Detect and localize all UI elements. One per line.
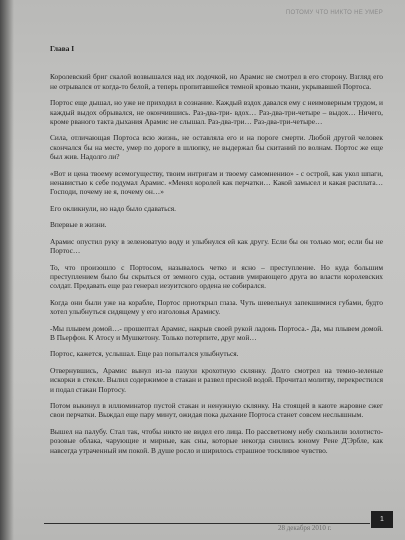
paragraph-13: Потом выкинул в иллюминатор пустой стакан и ненужную склянку. На стоящей в каюте жаровне сжег свои перчатки. Выждал еще пару минут, ожидая пока дыхание Портоса станет совсем неслышным.: [50, 400, 383, 420]
paragraph-6: Впервые в жизни.: [50, 220, 107, 230]
paragraph-9: Когда они были уже на корабле, Портос приоткрыл глаза. Чуть шевельнул запекшимися губами, будто хотел улыбнуться сидящему у его изголовья Арамису.: [50, 297, 383, 317]
paragraph-4: «Вот и цена твоему всемогуществу, твоим интригам и твоему самомнению» - с острой, как укол шпаги, ненавистью к себе подумал Арамис. «Менял королей как перчатки… Какой замысел и какая расплата… Господи, почему не я, почему он…»: [50, 168, 383, 197]
page-body: [50, 44, 383, 462]
paragraph-3: Сила, отличающая Портоса всю жизнь, не оставляла его и на пороге смерти. Любой другой человек скончался бы на месте, умер по дороге в шлюпку, не выдержал бы скитаний по волнам. Портос же еще был жив. Надолго ли?: [50, 133, 383, 162]
paragraph-7: Арамис опустил руку в зеленоватую воду и улыбнулся ей как другу. Если бы он только мог, если бы не Портос…: [50, 236, 383, 256]
chapter-title: Глава I: [50, 44, 75, 53]
page-number: 1: [371, 511, 393, 528]
paragraph-14: Вышел на палубу. Стал так, чтобы никто не видел его лица. По рассветному небу скользили золотисто-розовые облака, чарующие и мирные, как сны, которые некогда снились юному Рене Д'Эрбле, как навсегда утраченный им покой. В душе росло и ширилось страшное тоскливое чувство.: [50, 426, 383, 455]
paragraph-11: Портос, кажется, услышал. Еще раз попытался улыбнуться.: [50, 349, 239, 359]
paragraph-10: -Мы плывем домой…- прошептал Арамис, накрыв своей рукой ладонь Портоса.- Да, мы плывем домой. В Пьерфон. К Атосу и Мушкетону. Только потерпите, друг мой…: [50, 323, 383, 342]
paragraph-12: Отвернувшись, Арамис вынул из-за пазухи крохотную склянку. Долго смотрел на темно-зеленые искорки в стекле. Вылил содержимое в стакан и развел пресной водой. Прочитал молитву, перекрестился и подал стакан Портосу.: [50, 365, 383, 394]
running-header: ПОТОМУ ЧТО НИКТО НЕ УМЕР: [285, 10, 383, 16]
footer-date: 28 декабря 2010 г.: [278, 524, 332, 532]
paragraph-5: Его окликнули, но надо было сдаваться.: [50, 203, 177, 213]
paragraph-1: Королевский бриг скалой возвышался над их лодочкой, но Арамис не смотрел в его сторону. Взгляд его не отрывался от когда-то белой, а теперь пропитавшейся темной кровью ткани, укрывавшей Портоса.: [50, 72, 383, 91]
paragraph-2: Портос еще дышал, но уже не приходил в сознание. Каждый вздох давался ему с неимоверным трудом, и каждый выдох обрывался, не окончившись. Раз-два-три- вдох… Раз-два-три-четыре – выдох… Ничего, кроме рваного такта дыхания Арамис не слышал. Раз-два-три… Раз-два-три-четыре…: [50, 98, 383, 127]
page-edge-shadow: [0, 0, 14, 540]
paragraph-8: То, что произошло с Портосом, называлось четко и ясно – преступление. Но куда большим преступлением было бы скрыться от земного суда, оставив умирающего друга во власти королевских солдат. Предавать еще раз генерал иезуитского ордена не собирался.: [50, 262, 383, 291]
